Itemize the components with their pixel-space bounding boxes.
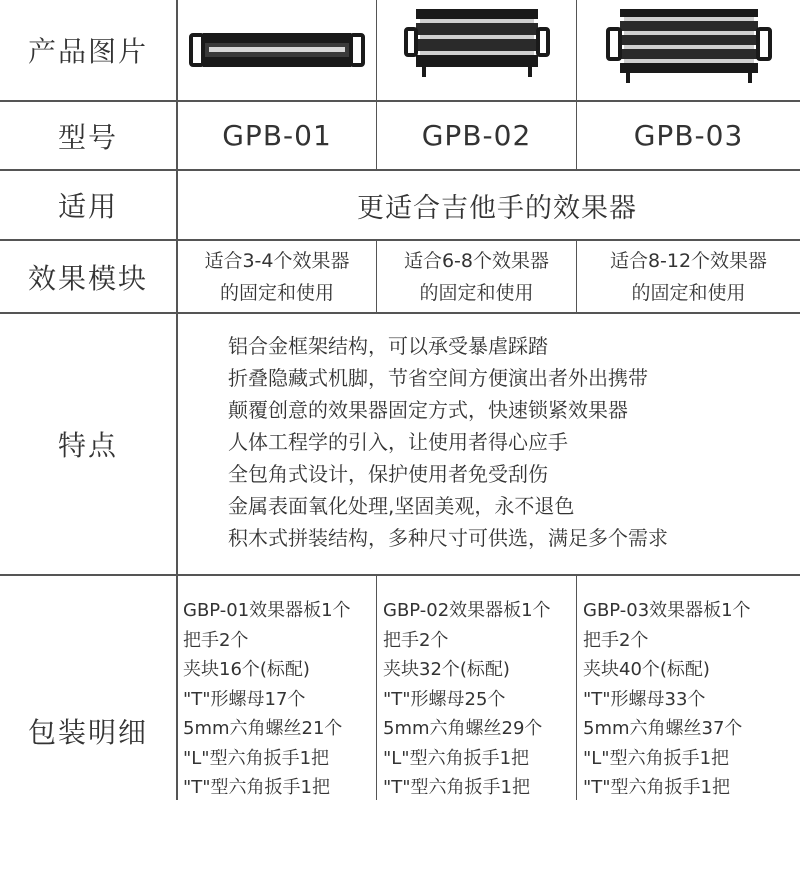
pedalboard-3-row-icon (604, 5, 774, 95)
effects-line: 的固定和使用 (419, 281, 534, 304)
row-label-usage: 适用 (57, 190, 118, 223)
product-image-gpb-01 (178, 0, 376, 100)
feature-item: 颠覆创意的效果器固定方式，快速锁紧效果器 (228, 398, 628, 422)
features-list (228, 330, 668, 554)
package-list-gpb-03 (583, 596, 751, 803)
package-item: "L"型六角扳手1把 (583, 747, 730, 769)
package-item: 把手2个 (383, 629, 449, 651)
feature-item: 折叠隐藏式机脚，节省空间方便演出者外出携带 (228, 366, 648, 390)
row-label-effects: 效果模块 (27, 261, 148, 295)
package-item: 夹块40个(标配) (583, 659, 710, 680)
package-item: "T"形螺母25个 (383, 688, 506, 710)
package-item: "L"型六角扳手1把 (383, 747, 530, 769)
row-label-package: 包装明细 (27, 716, 148, 749)
package-item: 5mm六角螺丝21个 (183, 718, 343, 739)
product-image-gpb-03 (577, 0, 800, 100)
pedalboard-2-row-icon (402, 5, 552, 95)
effects-cell-gpb-02 (377, 241, 576, 312)
package-item: 夹块16个(标配) (183, 659, 310, 680)
package-item: "T"形螺母33个 (583, 688, 706, 710)
package-item: "L"型六角扳手1把 (183, 747, 330, 769)
column-divider (576, 575, 577, 800)
package-list-gpb-01 (183, 596, 351, 803)
feature-item: 积木式拼装结构，多种尺寸可供选，满足多个需求 (228, 526, 668, 550)
effects-line: 适合6-8个效果器 (403, 249, 550, 272)
effects-cell-gpb-03 (577, 241, 800, 312)
package-item: 5mm六角螺丝29个 (383, 718, 543, 739)
package-item: GBP-01效果器板1个 (183, 600, 351, 621)
row-label-image: 产品图片 (27, 35, 148, 68)
package-item: "T"型六角扳手1把 (183, 777, 331, 798)
effects-cell-gpb-01 (178, 241, 376, 312)
effects-line: 适合3-4个效果器 (204, 249, 350, 272)
model-gpb-02: GPB-02 (421, 119, 532, 152)
package-list-gpb-02 (383, 596, 551, 803)
effects-line: 的固定和使用 (219, 281, 334, 304)
effects-line: 的固定和使用 (631, 281, 746, 304)
column-divider (376, 575, 377, 800)
row-label-features: 特点 (57, 429, 118, 462)
package-item: "T"型六角扳手1把 (383, 777, 531, 798)
model-gpb-03: GPB-03 (633, 119, 744, 152)
package-item: 把手2个 (583, 629, 649, 651)
package-item: 5mm六角螺丝37个 (583, 718, 743, 739)
model-gpb-01: GPB-01 (222, 119, 332, 152)
product-image-gpb-02 (377, 0, 576, 100)
feature-item: 全包角式设计，保护使用者免受刮伤 (228, 462, 548, 486)
package-item: GBP-02效果器板1个 (383, 600, 551, 621)
package-item: "T"形螺母17个 (183, 688, 306, 710)
package-item: "T"型六角扳手1把 (583, 777, 731, 798)
pedalboard-1-row-icon (189, 15, 365, 85)
effects-line: 适合8-12个效果器 (609, 249, 768, 272)
package-item: GBP-03效果器板1个 (583, 600, 751, 621)
usage-text: 更适合吉他手的效果器 (357, 192, 637, 224)
feature-item: 金属表面氧化处理,坚固美观，永不退色 (228, 494, 575, 518)
row-label-model: 型号 (57, 120, 118, 154)
feature-item: 铝合金框架结构，可以承受暴虐踩踏 (228, 334, 548, 358)
package-item: 把手2个 (183, 629, 249, 651)
feature-item: 人体工程学的引入，让使用者得心应手 (228, 430, 568, 454)
package-item: 夹块32个(标配) (383, 659, 510, 680)
